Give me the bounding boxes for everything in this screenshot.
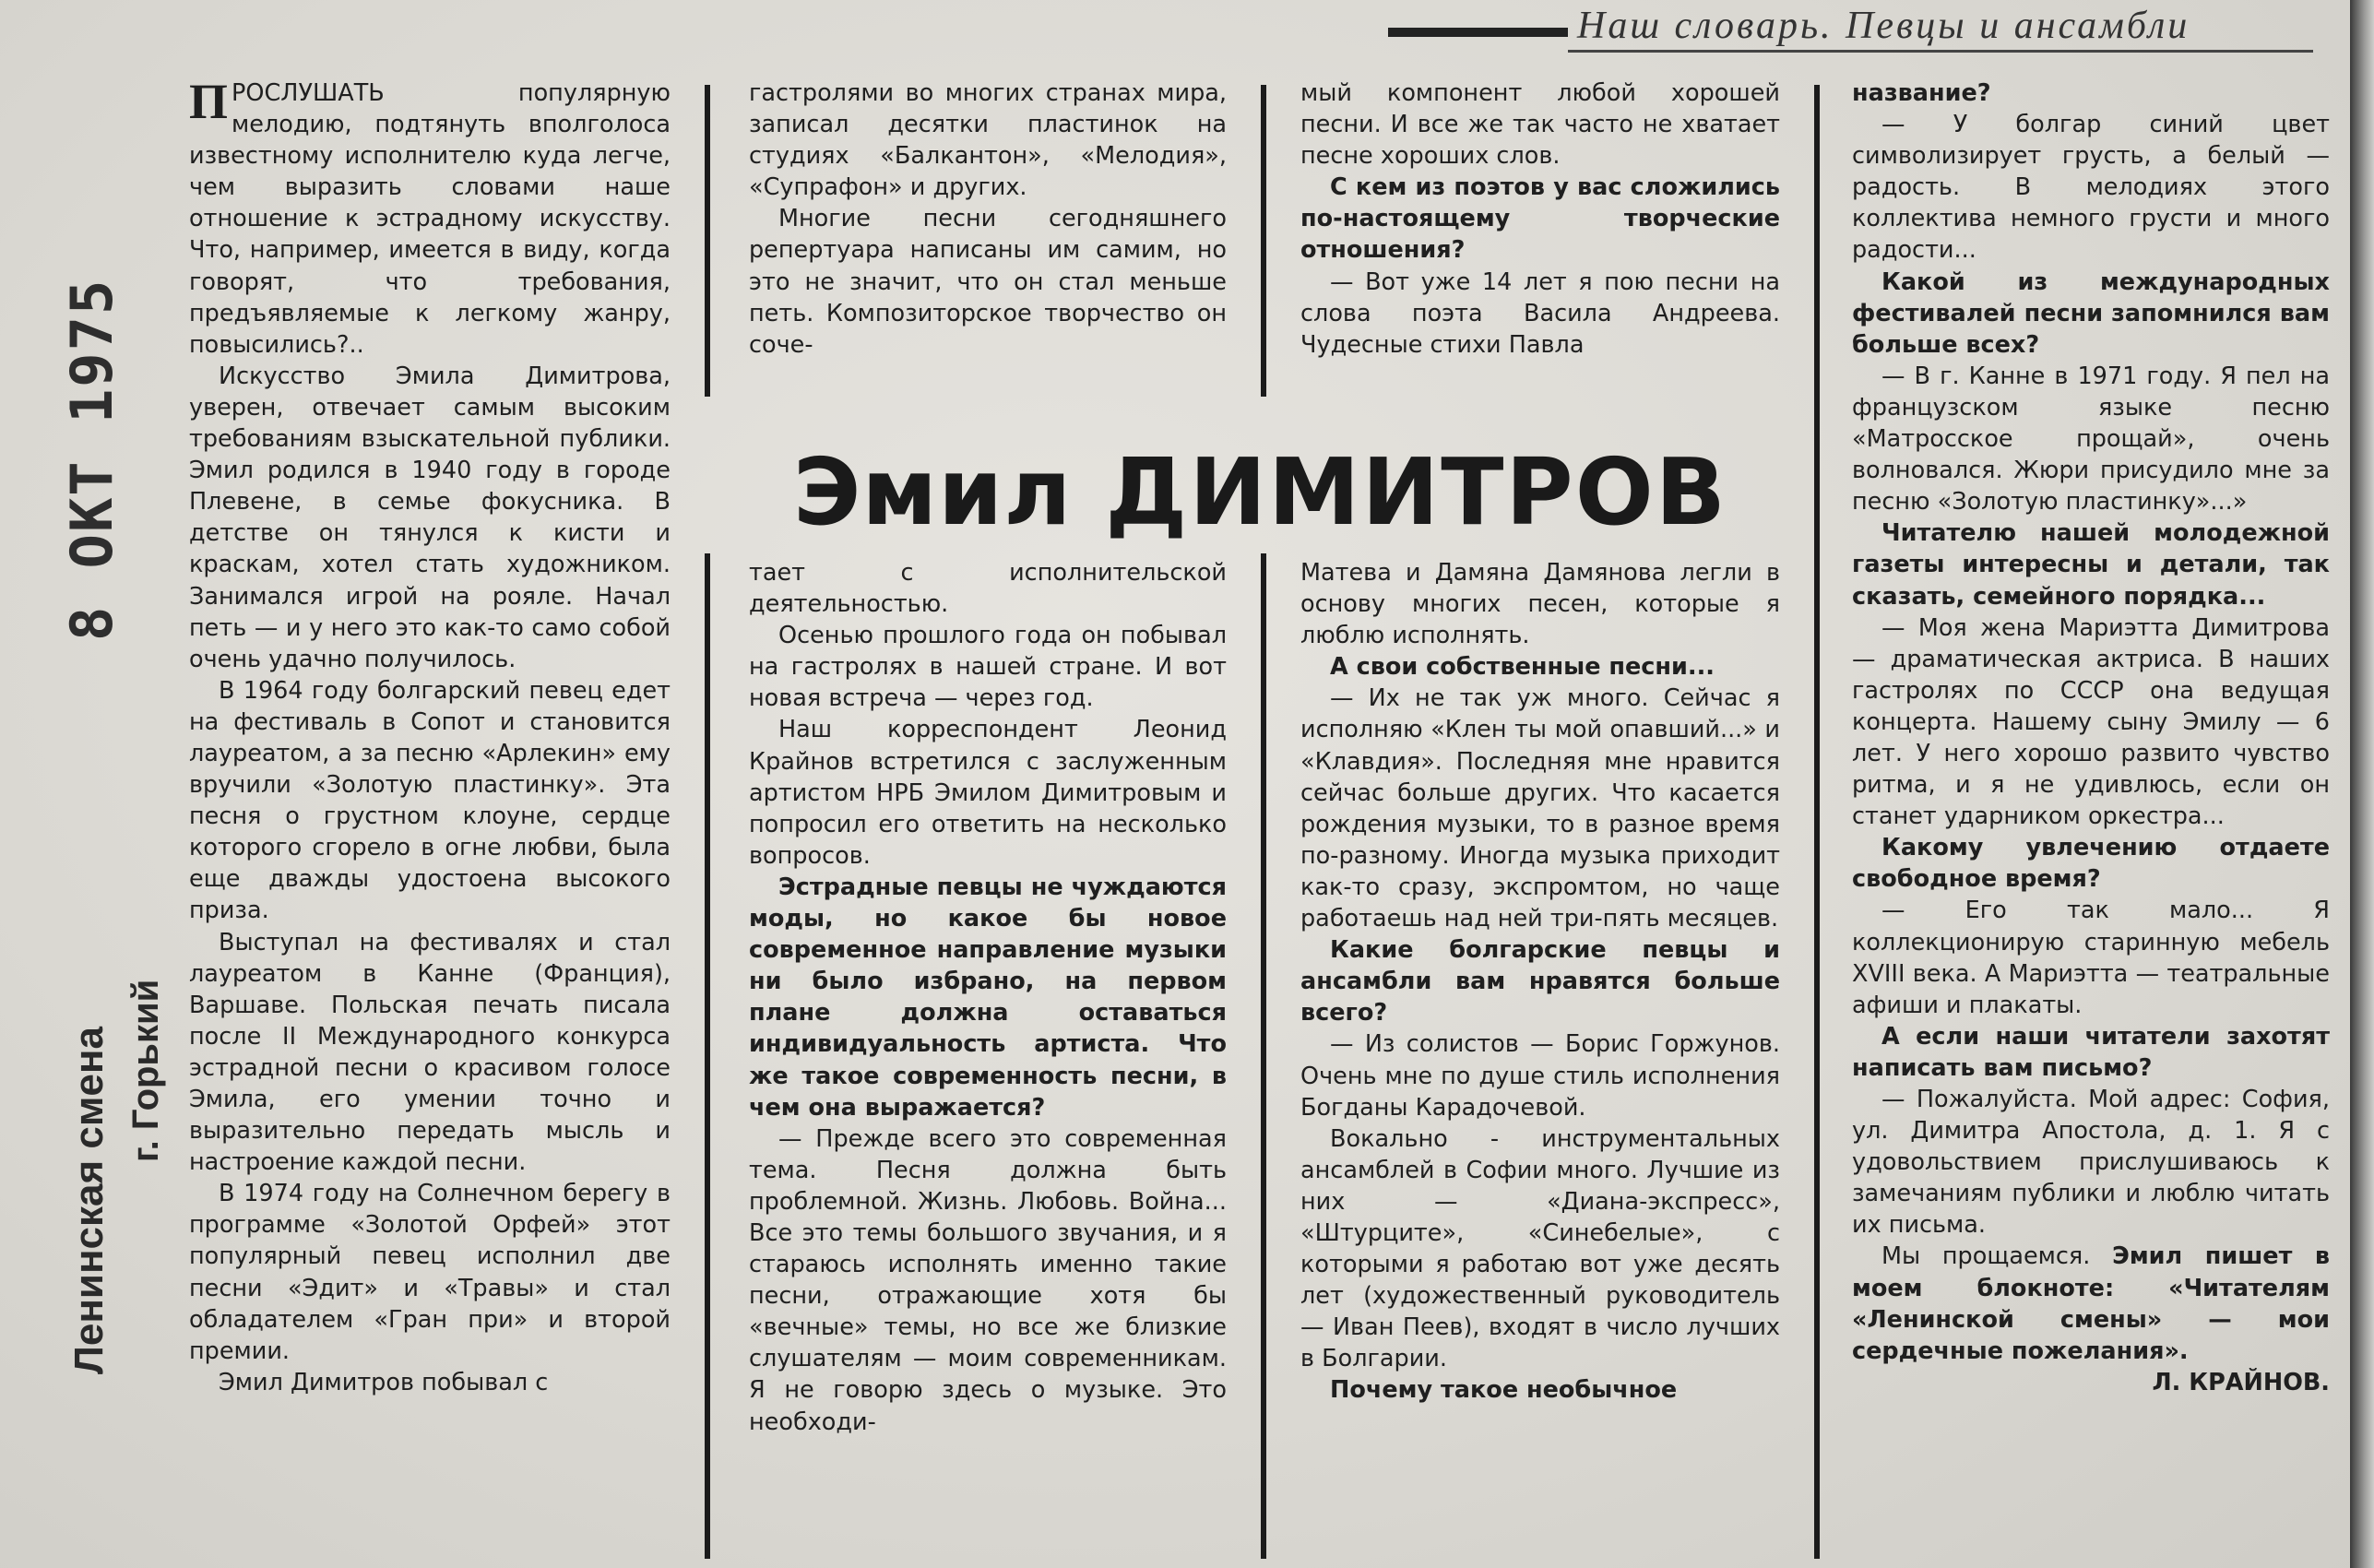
paragraph: — Их не так уж много. Сейчас я исполняю «Клен ты мой опавший...» и «Клавдия». Последняя мне нравится сейчас больше других. Что касается рождения музыки, то в разное время по-разному. Иногда музыка приходит как-то сразу, экспромтом, но чаще работаешь над ней три-пять месяцев.	[1300, 684, 1780, 933]
paragraph: тает с исполнительской деятельностью.	[749, 559, 1227, 619]
interview-question: название?	[1852, 79, 1991, 107]
paragraph: — Моя жена Мариэтта Димитрова — драматическая актриса. В наших гастролях по СССР она ведущая концерта. Нашему сыну Эмилу — 6 лет. У него хорошо развито чувство ритма, и я не удивлюсь, если он станет ударником оркестра...	[1852, 613, 2330, 831]
stamp-day: 8	[58, 604, 125, 641]
date-stamp	[58, 278, 125, 641]
paragraph: Искусство Эмила Димитрова, уверен, отвечает самым высоким требованиям взыскательной публики. Эмил родился в 1940 году в городе Плевене, в семье фокусника. В детстве он тянулся к кисти и краскам, хотел стать художником. Занимался игрой на рояле. Начал петь — и у него это как-то само собой очень удачно получилось.	[189, 362, 671, 673]
interview-question: Какие болгарские певцы и ансамбли вам нравятся больше всего?	[1300, 936, 1780, 1028]
paragraph: — Вот уже 14 лет я пою песни на слова поэта Васила Андреева. Чудесные стихи Павла	[1300, 267, 1780, 359]
paragraph: Матева и Дамяна Дамянова легли в основу многих песен, которые я люблю исполнять.	[1300, 559, 1780, 650]
paragraph: — Из солистов — Борис Горжунов. Очень мне по душе стиль исполнения Богданы Карадочевой.	[1300, 1030, 1780, 1122]
interview-question: Читателю нашей молодежной газеты интересны и детали, так сказать, семейного порядка...	[1852, 519, 2330, 611]
article-column-3-bottom	[1300, 557, 1780, 1407]
paragraph: Наш корреспондент Леонид Крайнов встретился с заслуженным артистом НРБ Эмилом Димитровым и попросил его ответить на несколько вопросов.	[749, 716, 1227, 870]
interview-question: Какому увлечению отдаете свободное время?	[1852, 834, 2330, 894]
interview-question: Почему такое необычное	[1330, 1376, 1678, 1405]
paragraph: — Прежде всего это современная тема. Песня должна быть проблемной. Жизнь. Любовь. Война... Все это темы большого звучания, и я стараюсь исполнять именно такие песни, отражающие хотя бы «вечные» темы, но все же близкие слушателям — моим современникам. Я не говорю здесь о музыке. Это необходи-	[749, 1124, 1227, 1436]
interview-question: А свои собственные песни...	[1330, 653, 1715, 682]
paragraph: Многие песни сегодняшнего репертуара написаны им самим, но это не значит, что он стал меньше петь. Композиторское творчество он соче-	[749, 205, 1227, 359]
clipping-edge	[2350, 0, 2374, 1568]
article-column-2-top	[749, 77, 1227, 361]
paragraph	[189, 74, 671, 361]
column-rule	[1814, 85, 1820, 1559]
paragraph: — Пожалуйста. Мой адрес: София, ул. Димитра Апостола, д. 1. Я с удовольствием прислушиваюсь к замечаниям публики и люблю читать их письма.	[1852, 1086, 2330, 1240]
interview-question: А если наши читатели захотят написать вам письмо?	[1852, 1022, 2330, 1082]
author-signature: Л. КРАЙНОВ.	[2152, 1368, 2330, 1396]
stamp-year: 1975	[58, 278, 125, 424]
paragraph: мый компонент любой хорошей песни. И все же так часто не хватает песне хороших слов.	[1300, 79, 1780, 171]
header-rule	[1388, 28, 1568, 37]
paragraph-text: РОСЛУШАТЬ популярную мелодию, подтянуть вполголоса известному исполнителю куда легче, чем выразить словами наше отношение к эстрадному искусству. Что, например, имеется в виду, когда говорят, что требования, предъявляемые к легкому жанру, повысились?..	[189, 79, 671, 359]
closing-quote: Эмил пишет в моем блокноте: «Читателям «Ленинской смены» — мои сердечные пожелания».	[1852, 1242, 2330, 1365]
paragraph: Осенью прошлого года он побывал на гастролях в нашей стране. И вот новая встреча — через год.	[749, 622, 1227, 713]
title-last-name: ДИМИТРОВ	[1105, 438, 1727, 546]
article-title	[793, 437, 1725, 548]
paragraph: В 1964 году болгарский певец едет на фестиваль в Сопот и становится лауреатом, а за песню «Арлекин» ему вручили «Золотую пластинку». Эта песня о грустном клоуне, сердце которого сгорело в огне любви, была еще дважды удостоена высокого приза.	[189, 676, 671, 925]
section-header: Наш словарь. Певцы и ансамбли	[1577, 5, 2190, 47]
paragraph: — В г. Канне в 1971 году. Я пел на французском языке песню «Матросское прощай», очень волновался. Жюри присудило мне за песню «Золотую пластинку»...»	[1852, 362, 2330, 517]
paragraph: Вокально - инструментальных ансамблей в Софии много. Лучшие из них — «Диана-экспресс», «Штурците», «Синебелые», с которыми я работаю вот уже десять лет (художественный руководитель — Иван Пеев), входят в число лучших в Болгарии.	[1300, 1124, 1780, 1373]
interview-question: Эстрадные певцы не чуждаются моды, но какое бы новое современное направление музыки ни было избрано, на первом плане должна оставаться индивидуальность артиста. Что же такое современность песни, в чем она выражается?	[749, 873, 1227, 1122]
interview-question: Какой из международных фестивалей песни запомнился вам больше всех?	[1852, 267, 2330, 359]
article-column-4	[1852, 77, 2330, 1398]
column-rule	[705, 85, 710, 397]
source-newspaper: Ленинская смена	[66, 1027, 112, 1374]
paragraph: В 1974 году на Солнечном берегу в программе «Золотой Орфей» этот популярный певец исполнил две песни «Эдит» и «Травы» и стал обладателем «Гран при» и второй премии.	[189, 1180, 671, 1365]
drop-cap: П	[189, 74, 229, 129]
header-underline	[1568, 50, 2313, 53]
source-city: г. Горький	[125, 979, 166, 1162]
article-column-1	[189, 74, 671, 1398]
paragraph: — Его так мало... Я коллекционирую старинную мебель XVIII века. А Мариэтта — театральные афиши и плакаты.	[1852, 897, 2330, 1019]
column-rule	[1261, 85, 1266, 397]
article-column-3-top	[1300, 77, 1780, 361]
paragraph: Выступал на фестивалях и стал лауреатом в Канне (Франция), Варшаве. Польская печать писала после II Международного конкурса эстрадной песни о красивом голосе Эмила, его умении точно и выразительно передать мысль и настроение каждой песни.	[189, 928, 671, 1177]
title-first-name: Эмил	[793, 438, 1073, 546]
article-column-2-bottom	[749, 557, 1227, 1438]
stamp-month: ОКТ	[58, 459, 125, 569]
paragraph: гастролями во многих странах мира, записал десятки пластинок на студиях «Балкантон», «Мелодия», «Супрафон» и других.	[749, 79, 1227, 202]
column-rule	[705, 553, 710, 1559]
closing-text: Мы прощаемся.	[1881, 1242, 2091, 1271]
paragraph: — У болгар синий цвет символизирует грусть, а белый — радость. В мелодиях этого коллектива немного грусти и много радости...	[1852, 111, 2330, 265]
interview-question: С кем из поэтов у вас сложились по-настоящему творческие отношения?	[1300, 173, 1780, 265]
column-rule	[1261, 553, 1266, 1559]
paragraph	[1852, 1241, 2330, 1366]
paragraph: Эмил Димитров побывал с	[219, 1368, 549, 1396]
